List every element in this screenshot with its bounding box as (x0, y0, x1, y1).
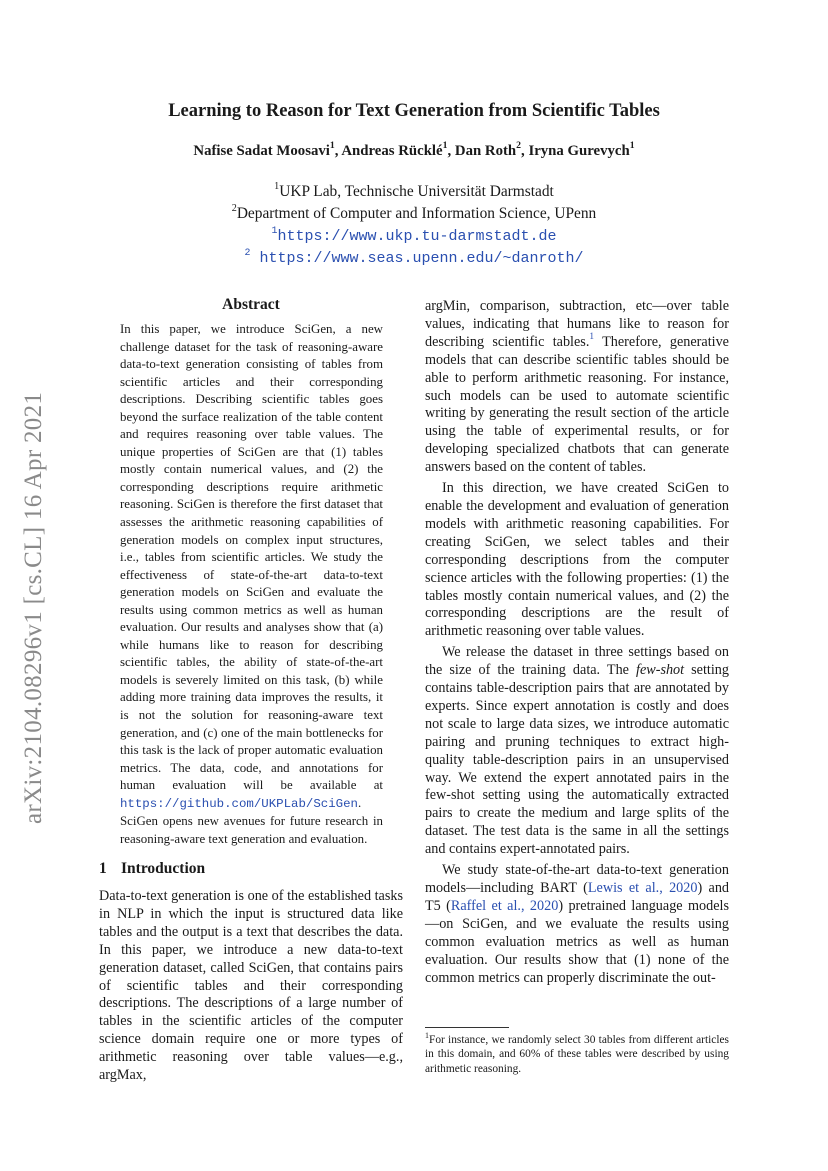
intro-paragraph: We release the dataset in three settings based on the size of the training data. The few-shot setting contains table-description pairs that are annotated by experts. Since expert annotation is costly and does not scale to large data sizes, we introduce automatic pairing and pruning techniques to extract high-quality table-description pairs in an unsupervised way. We extend the expert annotated pairs in the few-shot setting using the automatically extracted pairs to create the medium and large splits of the dataset. The test data is the same in all the settings and contains expert-annotated pairs. (425, 644, 729, 858)
paper-title: Learning to Reason for Text Generation from Scientific Tables (168, 101, 660, 121)
intro-paragraph: In this direction, we have created SciGen to enable the development and evaluation of generation models with arithmetic reasoning capabilities. For creating SciGen, we select tables and their corresponding descriptions from the computer science articles with the following properties: (1) the tables mostly contain numerical values, and (2) the corresponding descriptions are the result of arithmetic reasoning over table values. (425, 480, 729, 640)
intro-paragraph: argMin, comparison, subtraction, etc—over table values, indicating that humans like to reason for describing scientific tables.$^1$ Therefore, generative models that can describe scientific tables should be able to perform arithmetic reasoning. For instance, such models can be used to automate scientific writing by generating the result section of the article using the table of experimental results, or for developing specialized chatbots that can generate answers based on the content of tables. (425, 298, 729, 476)
intro-paragraph: We study state-of-the-art data-to-text generation models—including BART (Lewis et al., 2020) and T5 (Raffel et al., 2020) pretrained language models—on SciGen, and we evaluate the results using common evaluation metrics as well as human evaluation. Our results show that (1) none of the common metrics can properly discriminate the out- (425, 862, 730, 986)
author-affiliation-mark: 1 (442, 140, 448, 152)
affiliation-url-1[interactable]: $^1$https://www.ukp.tu-darmstadt.de (271, 225, 557, 245)
github-link[interactable]: https://github.com/UKPLab/SciGen (120, 796, 358, 811)
section-title: Introduction (121, 860, 206, 877)
affiliation-1: $^1$UKP Lab, Technische Universität Darmstadt (274, 180, 554, 200)
author-list: Nafise Sadat Moosavi$^1$, Andreas Rücklé$^1$, Dan Roth$^2$, Iryna Gurevych$^1$ (193, 140, 635, 159)
affiliation-url-2[interactable]: $^2$ https://www.seas.upenn.edu/~danroth/ (244, 247, 584, 267)
author-affiliation-mark: 1 (329, 140, 335, 152)
abstract-heading: Abstract (222, 296, 280, 313)
intro-left-column (99, 888, 403, 1085)
citation-link[interactable]: Raffel et al., 2020 (450, 897, 559, 914)
footnote: $^1$For instance, we randomly select 30 tables from different articles in this domain, and 60% of these tables were described by using arithmetic reasoning. (425, 1031, 729, 1075)
author-name: Dan Roth (454, 143, 517, 159)
section-heading-introduction (99, 860, 205, 878)
author-name: Nafise Sadat Moosavi (193, 143, 330, 159)
arxiv-identifier: arXiv:2104.08296v1 [cs.CL] 16 Apr 2021 (20, 391, 47, 825)
author-name: Iryna Gurevych (528, 143, 630, 159)
footnote-marker[interactable]: 1 (589, 332, 595, 343)
author-affiliation-mark: 1 (629, 140, 635, 152)
affiliation-2: $^2$Department of Computer and Information Science, UPenn (231, 202, 597, 222)
footnote-divider (425, 1027, 509, 1028)
footnote-number: 1 (425, 1031, 429, 1041)
intro-right-column (425, 298, 729, 987)
section-number: 1 (99, 860, 107, 877)
abstract-body: In this paper, we introduce SciGen, a new challenge dataset for the task of reasoning-aware data-to-text generation consisting of tables from scientific articles and their corresponding descriptions. Describing scientific tables goes beyond the surface realization of the table content and requires reasoning over table values. The unique properties of SciGen are that (1) tables mostly contain numerical values, and (2) the corresponding descriptions require arithmetic reasoning. SciGen is therefore the first dataset that assesses the arithmetic reasoning capabilities of generation models on complex input structures, i.e., tables from scientific articles. We study the effectiveness of state-of-the-art data-to-text generation models on SciGen and evaluate the results using common metrics as well as human evaluation. Our results and analyses show that (a) while humans like to reason for describing scientific tables, the ability of state-of-the-art models is severely limited on this task, (b) while adding more training data improves the results, it is not the solution for reasoning-aware text generation, and (c) one of the main bottlenecks for this task is the lack of proper automatic evaluation metrics. The data, code, and annotations for human evaluation will be available at https://github.com/UKPLab/SciGen. SciGen opens new avenues for future research in reasoning-aware text generation and evaluation. (120, 322, 383, 846)
intro-paragraph: Data-to-text generation is one of the established tasks in NLP in which the input is structured data like tables and the output is a text that describes the data. In this paper, we introduce a new data-to-text generation dataset, called SciGen, that contains pairs of scientific tables and their corresponding descriptions. The descriptions of a large number of tables in the scientific articles of the computer science domain require one or more types of arithmetic reasoning over table values—e.g., argMax, (99, 888, 403, 1084)
author-affiliation-mark: 2 (516, 140, 522, 152)
author-name: Andreas Rücklé (341, 143, 443, 159)
citation-link[interactable]: Lewis et al., 2020 (587, 880, 698, 896)
